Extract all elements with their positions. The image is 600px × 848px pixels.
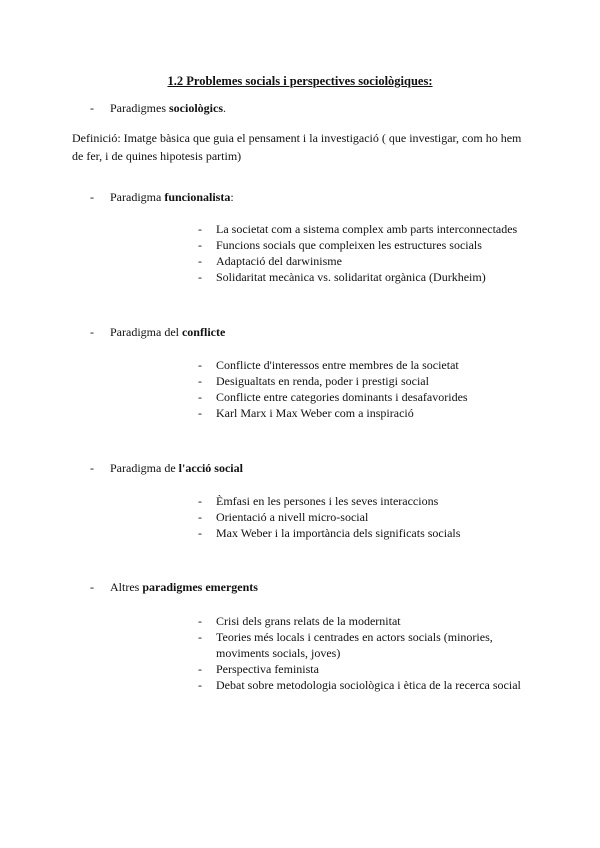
section-suffix: : <box>230 190 234 204</box>
list-item <box>198 221 533 237</box>
list-item-text: Conflicte entre categories dominants i desafavorides <box>216 390 468 404</box>
bullet-dash: - <box>198 630 202 644</box>
list-item <box>198 373 533 389</box>
list-item-text: Desigualtats en renda, poder i prestigi social <box>216 374 429 388</box>
list-item <box>198 389 533 405</box>
bullet-dash: - <box>198 510 202 524</box>
list-item <box>198 253 533 269</box>
bullet-dash: - <box>90 325 94 339</box>
section-heading-funcionalista <box>90 190 234 205</box>
bullet-dash: - <box>198 678 202 692</box>
list-item <box>198 237 533 253</box>
section-heading-emergents <box>90 580 258 595</box>
section-bold: sociològics <box>169 101 223 115</box>
bullet-dash: - <box>198 238 202 252</box>
bullet-dash: - <box>198 614 202 628</box>
section-heading-sociologics <box>90 101 226 116</box>
section-prefix: Paradigma de <box>110 461 179 475</box>
bullet-dash: - <box>198 254 202 268</box>
section-bold: l'acció social <box>178 461 243 475</box>
list-item <box>198 357 533 373</box>
bullet-dash: - <box>90 461 94 475</box>
list-item-text: Funcions socials que compleixen les estructures socials <box>216 238 482 252</box>
list-item-text: Conflicte d'interessos entre membres de la societat <box>216 358 459 372</box>
bullet-dash: - <box>90 190 94 204</box>
section-prefix: Paradigmes <box>110 101 169 115</box>
list-item-text: La societat com a sistema complex amb parts interconnectades <box>216 222 518 236</box>
bullet-dash: - <box>198 662 202 676</box>
list-item-text: Adaptació del darwinisme <box>216 254 342 268</box>
list-emergents <box>198 613 533 693</box>
section-heading-accio-social <box>90 461 243 476</box>
list-item <box>198 525 533 541</box>
page-title: 1.2 Problemes socials i perspectives sociològiques: <box>167 74 433 88</box>
list-item-text: Max Weber i la importància dels significats socials <box>216 526 461 540</box>
bullet-dash: - <box>198 222 202 236</box>
list-item-text: Perspectiva feminista <box>216 662 319 676</box>
definition-paragraph: Definició: Imatge bàsica que guia el pensament i la investigació ( que investigar, com ho hem de fer, i de quines hipotesis partim) <box>72 131 522 163</box>
bullet-dash: - <box>198 494 202 508</box>
section-prefix: Altres <box>110 580 143 594</box>
bullet-dash: - <box>90 580 94 594</box>
list-item <box>198 405 533 421</box>
section-prefix: Paradigma del <box>110 325 182 339</box>
list-item-text: Èmfasi en les persones i les seves interaccions <box>216 494 439 508</box>
section-bold: paradigmes emergents <box>142 580 258 594</box>
list-item-text: Teories més locals i centrades en actors socials (minories, moviments socials, joves) <box>216 630 493 660</box>
bullet-dash: - <box>198 374 202 388</box>
section-suffix: . <box>223 101 226 115</box>
list-item <box>198 613 533 629</box>
list-item <box>198 509 533 525</box>
list-conflicte <box>198 357 533 421</box>
list-item <box>198 661 533 677</box>
bullet-dash: - <box>198 526 202 540</box>
section-prefix: Paradigma <box>110 190 165 204</box>
list-item-text: Karl Marx i Max Weber com a inspiració <box>216 406 414 420</box>
list-funcionalista <box>198 221 533 285</box>
bullet-dash: - <box>90 101 94 115</box>
section-heading-conflicte <box>90 325 225 340</box>
section-bold: conflicte <box>181 325 226 339</box>
bullet-dash: - <box>198 358 202 372</box>
list-item-text: Crisi dels grans relats de la modernitat <box>216 614 401 628</box>
list-item-text: Solidaritat mecànica vs. solidaritat orgànica (Durkheim) <box>216 270 486 284</box>
list-item <box>198 629 533 661</box>
list-item-text: Orientació a nivell micro-social <box>216 510 369 524</box>
section-bold: funcionalista <box>164 190 231 204</box>
list-item <box>198 677 533 693</box>
list-item-text: Debat sobre metodologia sociològica i ètica de la recerca social <box>216 678 521 692</box>
list-accio-social <box>198 493 533 541</box>
bullet-dash: - <box>198 270 202 284</box>
bullet-dash: - <box>198 406 202 420</box>
list-item <box>198 493 533 509</box>
list-item <box>198 269 533 285</box>
bullet-dash: - <box>198 390 202 404</box>
